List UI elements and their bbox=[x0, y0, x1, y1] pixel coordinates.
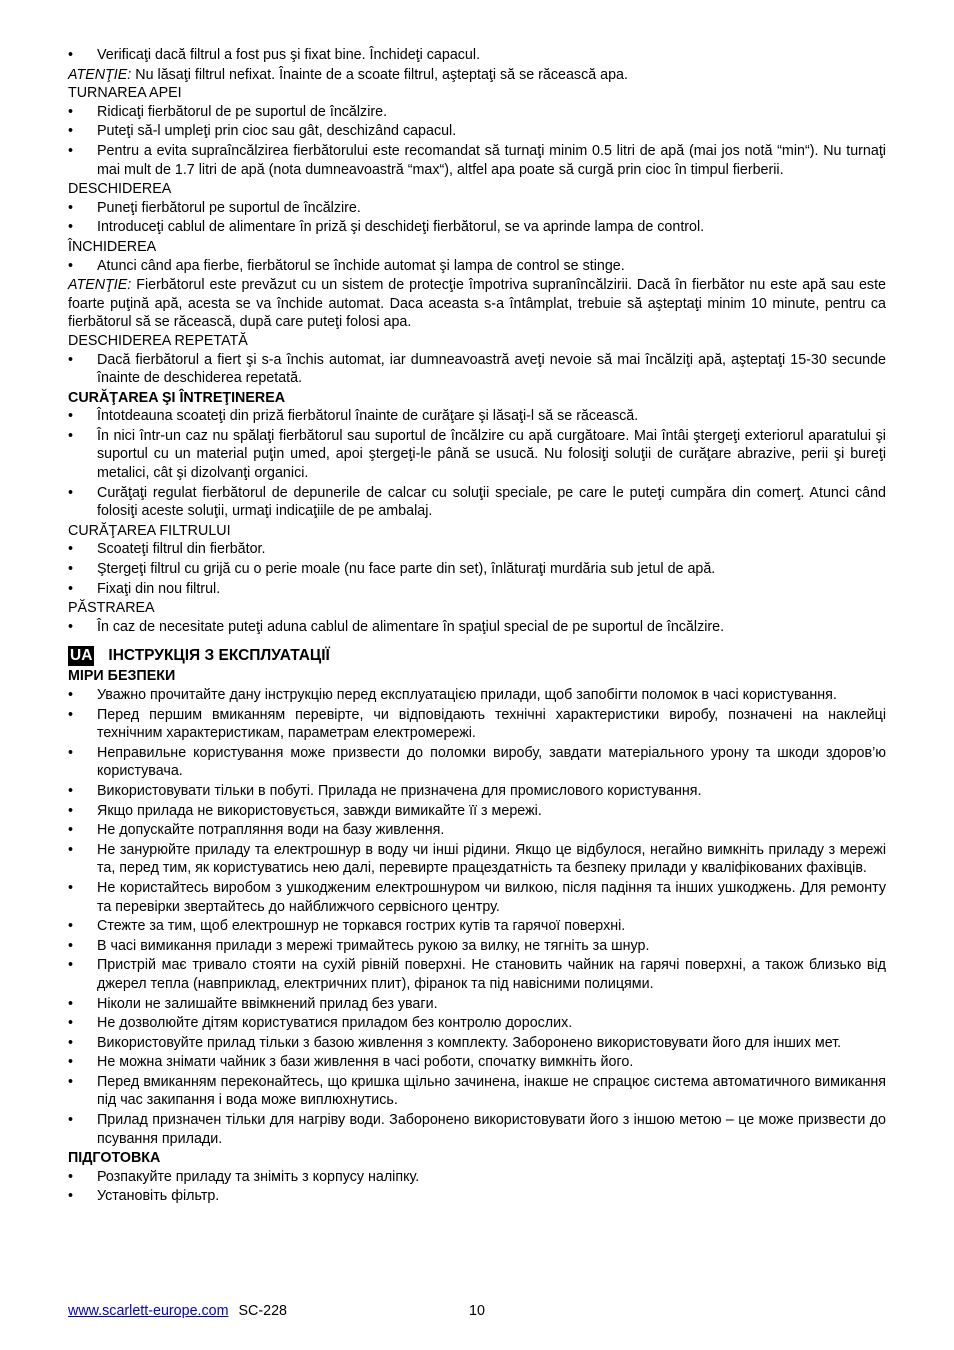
page-footer bbox=[68, 1303, 886, 1319]
list-item: • Пристрій має тривало стояти на сухій рівній поверхні. Не становить чайник на гарячі поверхні, а також близько від джерел тепла (навприклад, електричних плит), фіранок та під навісними полицями. bbox=[68, 956, 886, 993]
list-item: • Puneţi fierbătorul pe suportul de încălzire. bbox=[68, 199, 886, 218]
list-item: • În caz de necesitate puteţi aduna cablul de alimentare în spaţiul special de pe suportul de încălzire. bbox=[68, 618, 886, 637]
bullet-list bbox=[68, 540, 886, 598]
bullet-list bbox=[68, 618, 886, 637]
section-heading: МІРИ БЕЗПЕКИ bbox=[68, 668, 176, 685]
list-item: • Ştergeţi filtrul cu grijă cu o perie moale (nu face parte din set), înlăturaţi murdăria sub jetul de apă. bbox=[68, 560, 886, 579]
section-heading: DESCHIDEREA REPETATĂ bbox=[68, 332, 248, 349]
list-item: • Якщо прилада не використовується, завжди вимикайте її з мережі. bbox=[68, 802, 886, 821]
attention-label: ATENŢIE: bbox=[68, 277, 132, 294]
list-item: • Прилад призначен тільки для нагріву води. Заборонено використовувати його з іншою метою – це може призвести до псування прилади. bbox=[68, 1111, 886, 1148]
list-item: • Використовуйте прилад тільки з базою живлення з комплекту. Заборонено використовувати його для інших мет. bbox=[68, 1034, 886, 1053]
section-heading: CURĂŢAREA FILTRULUI bbox=[68, 522, 231, 539]
model-number: SC-228 bbox=[238, 1303, 287, 1319]
section-heading: ÎNCHIDEREA bbox=[68, 238, 157, 255]
list-item: • Не допускайте потрапляння води на базу живлення. bbox=[68, 821, 886, 840]
list-item: • Не дозволюйте дітям користуватися приладом без контролю дорослих. bbox=[68, 1014, 886, 1033]
attention-text: Nu lăsaţi filtrul nefixat. Înainte de a scoate filtrul, aşteptaţi să se răcească apa. bbox=[131, 66, 628, 83]
list-item: • Puteţi să-l umpleţi prin cioc sau gât, deschizând capacul. bbox=[68, 122, 886, 141]
list-item: • Fixaţi din nou filtrul. bbox=[68, 580, 886, 599]
list-item: • Стежте за тим, щоб електрошнур не торкався гострих кутів та гарячої поверхні. bbox=[68, 917, 886, 936]
list-item: • Установіть фільтр. bbox=[68, 1187, 886, 1206]
website-link[interactable]: www.scarlett-europe.com bbox=[68, 1303, 229, 1319]
list-item: • Curăţaţi regulat fierbătorul de depunerile de calcar cu soluţii speciale, pe care le puteţi cumpăra din comerţ. Atunci când folosiţi aceste soluţii, urmaţi indicaţiile de pe ambalaj. bbox=[68, 484, 886, 521]
section-heading: CURĂŢAREA ŞI ÎNTREŢINEREA bbox=[68, 389, 286, 406]
document-body bbox=[68, 46, 886, 1207]
list-item: • Використовувати тільки в побуті. Прилада не призначена для промислового користування. bbox=[68, 782, 886, 801]
list-item: • Introduceţi cablul de alimentare în priză şi deschideţi fierbătorul, se va aprinde lampa de control. bbox=[68, 218, 886, 237]
instruction-title: ІНСТРУКЦІЯ З ЕКСПЛУАТАЦІЇ bbox=[108, 647, 330, 665]
section-heading: TURNAREA APEI bbox=[68, 85, 182, 102]
list-item: • Întotdeauna scoateţi din priză fierbătorul înainte de curăţare şi lăsaţi-l să se răcească. bbox=[68, 407, 886, 426]
attention-label: ATENŢIE: bbox=[68, 66, 132, 83]
list-item: • Ridicaţi fierbătorul de pe suportul de încălzire. bbox=[68, 103, 886, 122]
language-section-title bbox=[68, 646, 886, 666]
language-badge: UA bbox=[70, 647, 93, 665]
bullet-list bbox=[68, 257, 886, 276]
section-heading: ПІДГОТОВКА bbox=[68, 1150, 161, 1167]
list-item: • Уважно прочитайте дану інструкцію перед експлуатацією прилади, щоб запобігти поломок в часі користування. bbox=[68, 686, 886, 705]
list-item: • Не занурюйте приладу та електрошнур в воду чи інші рідини. Якщо це відбулося, негайно вимкніть приладу з мережі та, перед тим, як користуватись нею далі, перевирте працездатність та безпеку прилади у кваліфікованих фахівців. bbox=[68, 841, 886, 878]
bullet-list bbox=[68, 199, 886, 237]
bullet-list bbox=[68, 103, 886, 179]
page-number: 10 bbox=[469, 1303, 485, 1319]
attention-note bbox=[68, 276, 886, 332]
attention-text: Fierbătorul este prevăzut cu un sistem de protecţie împotriva supranîncălzirii. Dacă în fierbător nu este apă sau este foarte puţină apă, acesta se va închide automat. Daca aceasta s-a întâmplat, trebuie să aşteptaţi minim 10 minute, pentru ca fierbătorul să se răcească, după care puteţi folosi apa. bbox=[68, 277, 886, 331]
list-item: • Pentru a evita supraîncălzirea fierbătorului este recomandat să turnaţi minim 0.5 litri de apă (mai jos notă “min“). Nu turnaţi mai mult de 1.7 litri de apă (nota dumneavoastră “max“), altfel apa poate să curgă prin cioc în timpul fierberii. bbox=[68, 142, 886, 179]
list-item: • În nici într-un caz nu spălaţi fierbătorul sau suportul de încălzire cu apă curgătoare. Mai întâi ştergeţi exteriorul aparatului şi suportul cu un material puţin umed, apoi ştergeţi-le până se usucă. Nu folosiţi soluţii de curăţare abrazive, perii şi bureţi metalici, cât şi dizolvanţi organici. bbox=[68, 427, 886, 483]
bullet-list bbox=[68, 686, 886, 1148]
bullet-list bbox=[68, 407, 886, 521]
list-item: • Розпакуйте приладу та зніміть з корпусу наліпку. bbox=[68, 1168, 886, 1187]
list-item: • Перед вмиканням переконайтесь, що кришка щільно зачинена, інакше не спрацює система автоматичного вимикання під час закипання і вода може виплюхнутись. bbox=[68, 1073, 886, 1110]
list-item: • Atunci când apa fierbe, fierbătorul se închide automat şi lampa de control se stinge. bbox=[68, 257, 886, 276]
list-item: • Verificaţi dacă filtrul a fost pus şi fixat bine. Închideţi capacul. bbox=[68, 46, 886, 65]
attention-note bbox=[68, 66, 886, 85]
section-heading: DESCHIDEREA bbox=[68, 181, 172, 198]
list-item: • Неправильне користування може призвести до поломки виробу, завдати матеріального урону та шкоди здоров’ю користувача. bbox=[68, 744, 886, 781]
list-item: • Ніколи не залишайте ввімкнений прилад без уваги. bbox=[68, 995, 886, 1014]
bullet-list bbox=[68, 46, 886, 65]
list-item: • Перед першим вмиканням перевірте, чи відповідають технічні характеристики виробу, позначені на наклейці технічним характеристикам, параметрам електромережі. bbox=[68, 706, 886, 743]
bullet-list bbox=[68, 351, 886, 388]
list-item: • Dacă fierbătorul a fiert şi s-a închis automat, iar dumneavoastră aveţi nevoie să mai încălziţi apă, aşteptaţi 15-30 secunde înainte de deschiderea repetată. bbox=[68, 351, 886, 388]
section-heading: PĂSTRAREA bbox=[68, 600, 155, 617]
list-item: • В часі вимикання прилади з мережі тримайтесь рукою за вилку, не тягніть за шнур. bbox=[68, 937, 886, 956]
list-item: • Не користайтесь виробом з ушкодженим електрошнуром чи вилкою, після падіння та інших ушкоджень. Для ремонту та перевірки звертайтесь до найближчого сервісного центру. bbox=[68, 879, 886, 916]
list-item: • Scoateţi filtrul din fierbător. bbox=[68, 540, 886, 559]
list-item: • Не можна знімати чайник з бази живлення в часі роботи, спочатку вимкніть його. bbox=[68, 1053, 886, 1072]
bullet-list bbox=[68, 1168, 886, 1206]
